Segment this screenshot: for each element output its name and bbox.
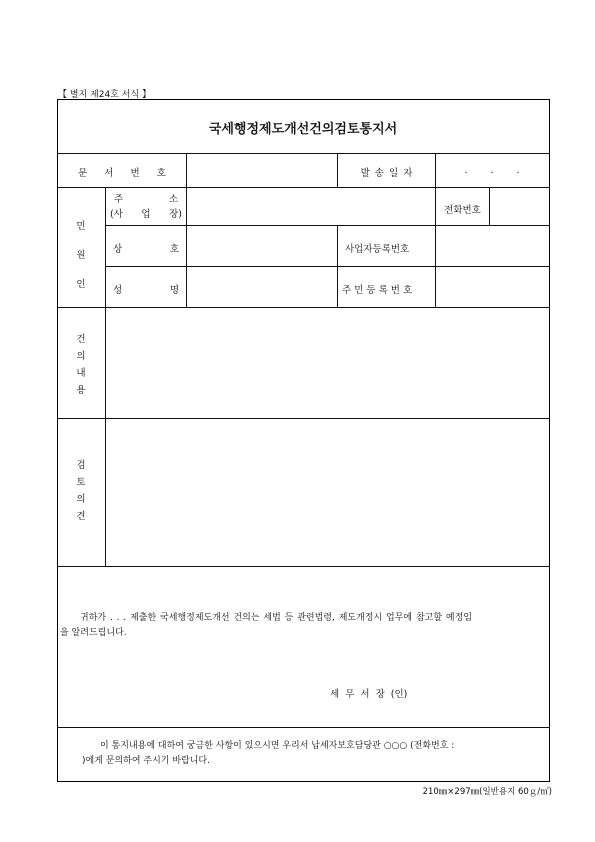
proposal-content-field[interactable] [106,308,548,418]
address-label-line2: (사 업 장) [110,209,182,220]
divider-signature [57,727,549,728]
name-field[interactable] [187,267,337,307]
biz-reg-field[interactable] [436,226,548,266]
doc-number-label: 문 서 번 호 [78,168,166,179]
form-number-label: 【 별지 제24호 서식 】 [58,90,152,100]
divider-review [57,566,549,567]
send-date-label: 발 송 일 자 [360,168,413,179]
biz-reg-label: 사업자등록번호 [345,244,410,255]
address-label [110,192,182,222]
send-date-field[interactable]: . . . [464,165,520,176]
notice-text [60,611,548,641]
trade-name-label: 상 호 [113,244,179,255]
footer-notice [60,739,548,769]
phone-label: 전화번호 [444,205,481,216]
footer-line-1: 이 통지내용에 대하여 궁금한 사항이 있으시면 우리서 납세자보호담당관 ○○○ (전화번호 : [100,741,455,751]
review-label: 검 토 의 견 [76,460,86,522]
notice-line-2: 을 알려드립니다. [60,628,127,638]
resident-reg-label: 주 민 등 록 번 호 [342,285,413,296]
tax-office-signature: 세 무 서 장 (인) [330,689,408,700]
proposal-label: 건 의 내 용 [76,334,86,396]
address-label-line1: 주 소 [114,194,178,205]
phone-field[interactable] [490,188,548,225]
notice-line-1: 귀하가 . . . 제출한 국세행정제도개선 건의는 세법 등 관련법령, 제도개정시 업무에 참고할 예정임 [80,613,473,623]
col-mid-left [337,225,338,307]
review-content-field[interactable] [106,419,548,566]
footer-line-2: )에게 문의하여 주시기 바랍니다. [82,756,210,766]
form-title: 국세행정제도개선건의검토통지서 [208,122,398,137]
doc-number-field[interactable] [187,154,337,187]
paper-spec: 210㎜×297㎜(일반용지 60ｇ/㎡) [422,787,552,797]
resident-reg-field[interactable] [436,267,548,307]
address-field[interactable] [187,188,435,225]
trade-name-field[interactable] [187,226,337,266]
applicant-label: 민 원 인 [76,221,86,290]
name-label: 성 명 [113,285,179,296]
